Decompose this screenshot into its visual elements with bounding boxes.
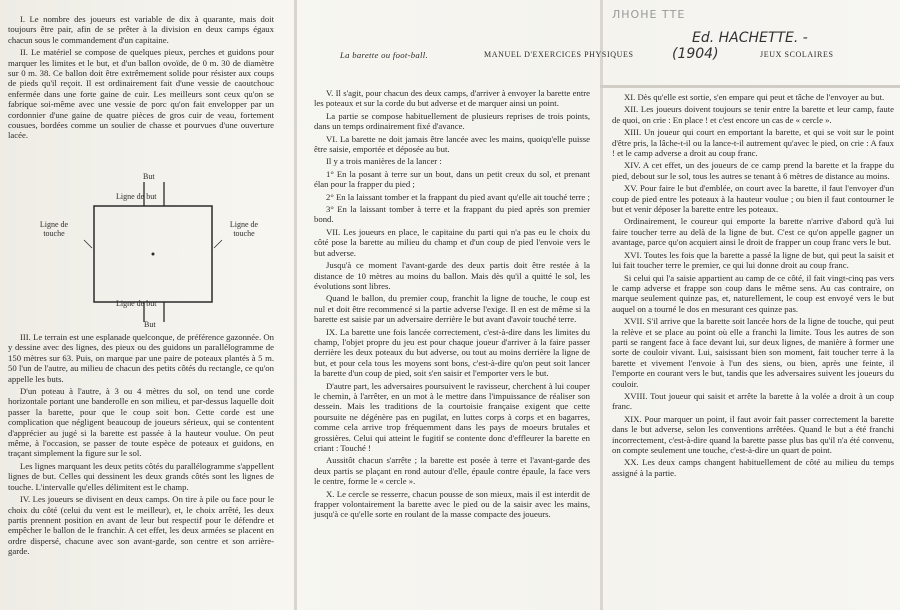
paragraph: IV. Les joueurs se divisent en deux camps. On tire à pile ou face pour le choix du côté (celui du vent est le meilleur), et, le choix arrêté, les deux partis prennent position en avant de leur but respectif pour le défendre et empêcher le ballon de le franchir. A cet effet, les deux armées se placent en ordre dispersé, chacune avec son avant-garde, son centre et son arrière-garde. <box>8 494 274 557</box>
handwritten-year: (1904) <box>672 46 719 62</box>
col3-text <box>612 92 894 480</box>
goal-label-top: But <box>143 172 155 181</box>
paragraph: Les lignes marquant les deux petits côtés du parallélogramme s'appellent lignes de but. Celles qui dessinent les deux grands côtés sont les lignes de touche. L'intervalle qu'elles délimitent est le champ. <box>8 460 274 492</box>
paragraph: XVI. Toutes les fois que la barette a passé la ligne de but, qui peut la saisit et lui fait toucher terre le premier, ce qui lui donne droit au coup franc. <box>612 249 894 271</box>
col1-bottom-text <box>8 332 274 559</box>
running-header-title: La barette ou foot-ball. <box>340 50 428 60</box>
paragraph: XIV. A cet effet, un des joueurs de ce camp prend la barette et la frappe du pied, debout sur le sol, tous les autres se tenant à 6 mètres de distance au moins. <box>612 160 894 181</box>
column-2 <box>300 0 600 610</box>
touch-line-label-left: Ligne de touche <box>39 220 69 238</box>
goal-line-label-top: Ligne de but <box>116 192 157 201</box>
handwritten-publisher: Ed. HACHETTE. - <box>692 30 808 46</box>
paragraph: XIX. Pour marquer un point, il faut avoir fait passer correctement la barette dans le but adverse, selon les conventions arrêtées. Quand le but a été franchi incorrectement, c'est-à-dire quand la barette passe plus bas qu'il n'a été convenu, on compte seulement une touche, c'est-à-dire un quart de point. <box>612 413 894 455</box>
handwritten-note: ЛНОНЕ ТТЕ <box>612 8 686 21</box>
col1-top-text <box>8 14 274 143</box>
paragraph: XVIII. Tout joueur qui saisit et arrête la barette à la volée a droit à un coup franc. <box>612 390 894 412</box>
paragraph: X. Le cercle se resserre, chacun pousse de son mieux, mais il est interdit de frapper volontairement la barette avec le pied ou de la saisir avec les mains, jusqu'à ce qu'elle sorte en roulant de la masse compacte des joueurs. <box>314 488 590 520</box>
paragraph: Jusqu'à ce moment l'avant-garde des deux partis doit être restée à la distance de 10 mètres au moins du ballon. Mais dès qu'il a quitté le sol, les évolutions sont libres. <box>314 260 590 291</box>
paragraph: VI. La barette ne doit jamais être lancée avec les mains, quoiqu'elle puisse être saisie, emportée et déposée au but. <box>314 133 590 155</box>
paragraph: La partie se compose habituellement de plusieurs reprises de trois points, dans un temps ordinairement fixé d'avance. <box>314 110 590 132</box>
paragraph: 1° En la posant à terre sur un bout, dans un petit creux du sol, et prenant élan pour la frapper du pied ; <box>314 168 590 190</box>
paragraph: I. Le nombre des joueurs est variable de dix à quarante, mais doit toujours être pair, afin de se prêter à la division en deux camps égaux chacun sous le commandement d'un capitaine. <box>8 14 274 45</box>
paragraph: XVII. S'il arrive que la barette soit lancée hors de la ligne de touche, qui peut la relève et se place au point où elle a franchi la limite. Tous les autres de son parti se rangent face à face devant lui, sur deux lignes, de manière à former une sorte de couloir vivant. Lui, saisissant bien son moment, fait toucher terre à la barette et vivement l'envoie à l'un des siens, ou bien, après une feinte, il l'emporte en courant vers le but, tandis que les adversaires suivent les joueurs du couloir. <box>612 316 894 389</box>
paragraph: Si celui qui l'a saisie appartient au camp de ce côté, il fait vingt-cinq pas vers le camp adverse et frappe son coup dans le même sens. Au cas contraire, on marque seulement quinze pas, et, naturellement, le coup est envoyé vers le but auquel on a tourné le dos en mesurant ces quinze pas. <box>612 272 894 314</box>
goal-line-label-bottom: Ligne de but <box>116 299 157 308</box>
column-gutter <box>294 0 297 610</box>
column-gutter <box>600 0 603 610</box>
running-header-book: MANUEL D'EXERCICES PHYSIQUES <box>484 50 634 59</box>
column-1 <box>0 0 290 610</box>
column-3 <box>604 0 900 610</box>
paragraph: XV. Pour faire le but d'emblée, on court avec la barette, il faut l'envoyer d'un coup de pied entre les poteaux à la hauteur voulue ; ou bien il faut contourner le but et venir déposer la barette entre les poteaux. <box>612 183 894 215</box>
paragraph: XX. Les deux camps changent habituellement de côté au milieu du temps assigné à la partie. <box>612 457 894 478</box>
goal-label-bottom: But <box>144 320 156 329</box>
paragraph: XI. Dès qu'elle est sortie, s'en empare qui peut et tâche de l'envoyer au but. <box>624 92 885 102</box>
paragraph: V. Il s'agit, pour chacun des deux camps, d'arriver à envoyer la barette entre les poteaux et sur la corde du but adverse et de marquer ainsi un point. <box>314 88 590 109</box>
paragraph: IX. La barette une fois lancée correctement, c'est-à-dire dans les limites du champ, l'objet propre du jeu est pour chaque joueur d'arriver à la faire passer derrière les deux poteaux du but adverse, ou tout au moins derrière la ligne de but, et pour cela tous les moyens sont bons, c'est-à-dire qu'on peut soit lancer la barette d'un coup de pied, soit s'en saisir et l'emporter vers le but. <box>314 326 590 379</box>
paragraph: XIII. Un joueur qui court en emportant la barette, et qui se voit sur le point d'être pris, la lâche-t-il ou la lance-t-il autrement qu'avec le pied, on crie : A faux ! et le camp adverse a droit au coup franc. <box>612 127 894 159</box>
field-diagram <box>36 172 266 330</box>
running-header-section: JEUX SCOLAIRES <box>760 50 834 59</box>
paragraph: D'autre part, les adversaires poursuivent le ravisseur, cherchent à lui couper le chemin, à l'arrêter, en un mot à le mettre dans l'impuissance de réaliser son dessein. Mais les traditions de la courtoisie française exigent que cette poursuite ne dégénère pas en pugilat, en luttes corps à corps et en bagarres, comme cela arrive trop fréquemment dans les pays de moeurs brutales et grossières. Celui qui atteint le fugitif se contente donc d'effleurer la barette en criant : Touché ! <box>314 380 590 453</box>
paragraph: Aussitôt chacun s'arrête ; la barette est posée à terre et l'avant-garde des deux partis se plaçant en rond autour d'elle, épaule contre épaule, la face vers le centre, forme le « cercle ». <box>314 455 590 487</box>
paragraph: Ordinairement, le coureur qui emporte la barette n'arrive d'abord qu'à lui faire toucher terre au delà de la ligne de but. C'est ce qu'on appelle gagner un avantage, parce qu'on acquiert ainsi le droit de frapper un coup franc vers le but. <box>612 216 894 248</box>
paragraph: III. Le terrain est une esplanade quelconque, de préférence gazonnée. On y dessine avec des lignes, des pieux ou des guidons un parallélogramme de 150 mètres sur 63. Puis, on marque par une paire de poteaux plantés à 5 m. 50 l'un de l'autre, au milieu de chacun des petits côtés du rectangle, ce qu'on appelle les buts. <box>8 332 274 384</box>
touch-line-label-right: Ligne de touche <box>229 220 259 238</box>
paragraph: VII. Les joueurs en place, le capitaine du parti qui n'a pas eu le choix du côté pose la barette au milieu du champ et d'un coup de pied l'envoie vers le but adverse. <box>314 226 590 258</box>
paragraph: XII. Les joueurs doivent toujours se tenir entre la barette et leur camp, faute de quoi, on crie : En place ! et c'est encore un cas de « cercle ». <box>612 104 894 125</box>
paragraph: Il y a trois manières de la lancer : <box>326 156 442 167</box>
paragraph: II. Le matériel se compose de quelques pieux, perches et guidons pour marquer les limites et le but, et d'un ballon ovoïde, de 0 m. 30 de diamètre sur 0 m. 38. Ce ballon doit être extrêmement solide pour résister aux coups de pieds qu'il reçoit. Il est ordinairement fait d'une vessie de caoutchouc enfermée dans une forte gaine de cuir. Les meilleurs sont ceux qu'on se fabrique soi-même avec une vessie de porc qu'on fait envelopper par un cordonnier d'une gaine de quatre pièces de gros cuir de veau, fortement cousues, bordées comme un soulier de chasse et pourvues d'une ouverture lacée. <box>8 47 274 141</box>
paragraph: 3° En la laissant tomber à terre et la frappant du pied après son premier bond. <box>314 204 590 225</box>
paragraph: Quand le ballon, du premier coup, franchit la ligne de touche, le coup est nul et doit être recommencé si la partie adverse l'exige. Il en est de même si la barette est saisie par un adversaire derrière le but avant d'avoir touché terre. <box>314 293 590 325</box>
paragraph: 2° En la laissant tomber et la frappant du pied avant qu'elle ait touché terre ; <box>326 191 590 202</box>
paragraph: D'un poteau à l'autre, à 3 ou 4 mètres du sol, on tend une corde horizontale portant une banderolle en son milieu, et par-dessus laquelle doit passer la barette, pour que le coup soit bon. Cette corde est une complication que négligent beaucoup de joueurs sérieux, qui se contentent d'apprécier au jugé si la barette est passée à la hauteur voulue. On peut même, à l'occasion, se passer de toute espèce de poteaux et guidons, en traçant simplement la figure sur le sol. <box>8 386 274 459</box>
col2-text <box>314 88 590 522</box>
